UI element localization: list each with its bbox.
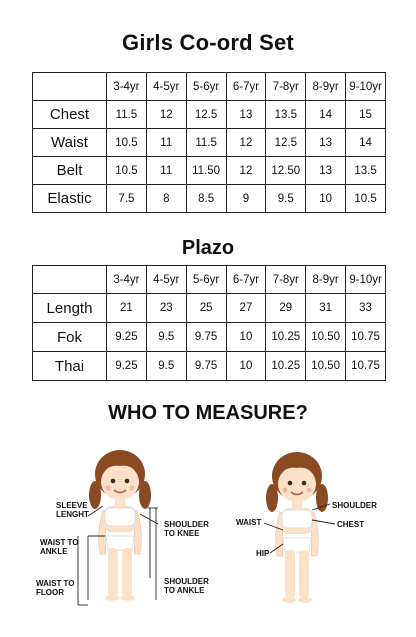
- table-cell: 11.5: [186, 129, 226, 157]
- waist-to-floor-label: WAIST TO FLOOR: [36, 579, 75, 597]
- table-cell: 9.5: [146, 352, 186, 381]
- table-row: [33, 185, 386, 213]
- coord-set-title: Girls Co-ord Set: [122, 30, 294, 55]
- table-cell: 9.25: [107, 352, 147, 381]
- measurement-illustration: [0, 440, 416, 632]
- table-cell: 10.5: [346, 185, 386, 213]
- size-header: 7-8yr: [266, 73, 306, 101]
- row-label: Thai: [33, 352, 107, 381]
- table-cell: 13: [306, 157, 346, 185]
- size-header: 9-10yr: [346, 266, 386, 294]
- table-cell: 10.50: [306, 352, 346, 381]
- table-cell: 10.50: [306, 323, 346, 352]
- size-header: 7-8yr: [266, 266, 306, 294]
- size-header: 5-6yr: [186, 266, 226, 294]
- plazo-size-table: [32, 265, 386, 381]
- table-cell: 9.5: [266, 185, 306, 213]
- table-cell: 13.5: [346, 157, 386, 185]
- size-header: 9-10yr: [346, 73, 386, 101]
- table-cell: 33: [346, 294, 386, 323]
- table-cell: 27: [226, 294, 266, 323]
- table-cell: 10.25: [266, 352, 306, 381]
- left-girl-figure: [89, 450, 151, 601]
- waist-to-ankle-label: WAIST TO ANKLE: [40, 538, 79, 556]
- header-corner-cell: [33, 266, 107, 294]
- table-cell: 14: [346, 129, 386, 157]
- size-header: 3-4yr: [107, 73, 147, 101]
- table-cell: 9.75: [186, 352, 226, 381]
- table-cell: 12.5: [266, 129, 306, 157]
- size-header: 6-7yr: [226, 266, 266, 294]
- size-header: 8-9yr: [306, 73, 346, 101]
- row-label: Chest: [33, 101, 107, 129]
- table-cell: 15: [346, 101, 386, 129]
- row-label: Fok: [33, 323, 107, 352]
- table-cell: 11: [146, 157, 186, 185]
- table-row: [33, 323, 386, 352]
- table-cell: 8.5: [186, 185, 226, 213]
- table-cell: 9.25: [107, 323, 147, 352]
- measure-title: WHO TO MEASURE?: [108, 402, 308, 424]
- table-cell: 14: [306, 101, 346, 129]
- table-row: [33, 294, 386, 323]
- table-cell: 9.75: [186, 323, 226, 352]
- waist-label: WAIST: [236, 518, 262, 527]
- table-row: [33, 157, 386, 185]
- table-cell: 31: [306, 294, 346, 323]
- shoulder-to-ankle-label: SHOULDER TO ANKLE: [164, 577, 209, 595]
- table-cell: 12: [146, 101, 186, 129]
- table-cell: 25: [186, 294, 226, 323]
- row-label: Belt: [33, 157, 107, 185]
- hip-label: HIP: [256, 549, 270, 558]
- size-header: 6-7yr: [226, 73, 266, 101]
- table-cell: 12: [226, 129, 266, 157]
- size-header: 4-5yr: [146, 266, 186, 294]
- size-header: 5-6yr: [186, 73, 226, 101]
- table-cell: 10.75: [346, 352, 386, 381]
- table-cell: 23: [146, 294, 186, 323]
- shoulder-label: SHOULDER: [332, 501, 377, 510]
- table-cell: 10.5: [107, 157, 147, 185]
- size-header: 8-9yr: [306, 266, 346, 294]
- plazo-title: Plazo: [181, 237, 235, 259]
- shoulder-to-knee-label: SHOULDER TO KNEE: [164, 520, 209, 538]
- table-cell: 12.5: [186, 101, 226, 129]
- table-cell: 10.25: [266, 323, 306, 352]
- row-label: Length: [33, 294, 107, 323]
- row-label: Waist: [33, 129, 107, 157]
- table-cell: 7.5: [107, 185, 147, 213]
- table-cell: 11.50: [186, 157, 226, 185]
- table-header-row: [33, 73, 386, 101]
- table-cell: 13: [226, 101, 266, 129]
- coord-size-table: [32, 72, 386, 213]
- table-cell: 11.5: [107, 101, 147, 129]
- size-header: 3-4yr: [107, 266, 147, 294]
- size-header: 4-5yr: [146, 73, 186, 101]
- table-cell: 10: [226, 323, 266, 352]
- table-cell: 9: [226, 185, 266, 213]
- header-corner-cell: [33, 73, 107, 101]
- table-row: [33, 101, 386, 129]
- table-cell: 10: [226, 352, 266, 381]
- table-cell: 12.50: [266, 157, 306, 185]
- table-cell: 10.75: [346, 323, 386, 352]
- table-cell: 29: [266, 294, 306, 323]
- table-cell: 11: [146, 129, 186, 157]
- table-cell: 21: [107, 294, 147, 323]
- table-cell: 10: [306, 185, 346, 213]
- sleeve-length-label: SLEEVE LENGHT: [56, 501, 89, 519]
- table-header-row: [33, 266, 386, 294]
- chest-label: CHEST: [337, 520, 365, 529]
- table-cell: 9.5: [146, 323, 186, 352]
- table-cell: 13.5: [266, 101, 306, 129]
- row-label: Elastic: [33, 185, 107, 213]
- table-cell: 8: [146, 185, 186, 213]
- table-row: [33, 352, 386, 381]
- table-cell: 12: [226, 157, 266, 185]
- table-cell: 13: [306, 129, 346, 157]
- table-cell: 10.5: [107, 129, 147, 157]
- table-row: [33, 129, 386, 157]
